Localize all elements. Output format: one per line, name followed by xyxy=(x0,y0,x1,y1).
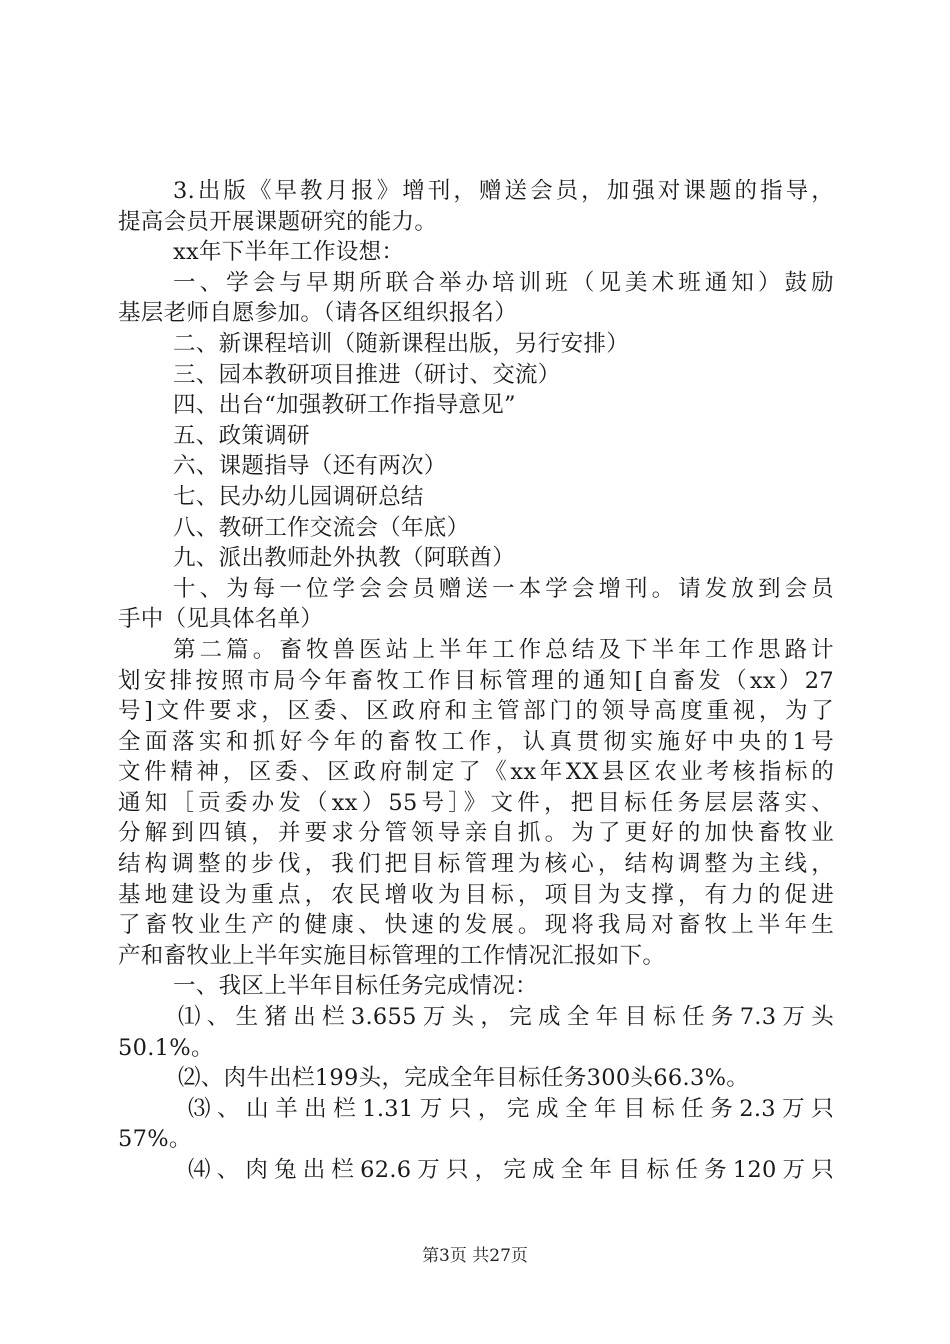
paragraph-line: 手中（见具体名单） xyxy=(118,606,324,633)
list-item: ⑷、肉兔出栏62.6万只，完成全年目标任务120万只 xyxy=(188,1157,834,1183)
list-item: 七、民办幼儿园调研总结 xyxy=(173,483,424,510)
paragraph-line: 号]文件要求，区委、区政府和主管部门的领导高度重视，为了 xyxy=(118,698,834,725)
paragraph-line: 提高会员开展课题研究的能力。 xyxy=(118,208,438,235)
document-body xyxy=(118,176,834,1186)
page-footer: 第3页 共27页 xyxy=(422,1246,528,1266)
list-item: ⑶、山羊出栏1.31万只，完成全年目标任务2.3万只 xyxy=(188,1095,834,1122)
list-item: 三、园本教研项目推进（研讨、交流） xyxy=(173,361,561,388)
list-item: ⑵、肉牛出栏199头，完成全年目标任务300头66.3%。 xyxy=(178,1065,750,1092)
paragraph-line: 文件精神，区委、区政府制定了《xx年XX县区农业考核指标的 xyxy=(118,759,834,786)
list-item: 九、派出教师赴外执教（阿联酋） xyxy=(173,545,516,572)
paragraph-line: 分解到四镇，并要求分管领导亲自抓。为了更好的加快畜牧业 xyxy=(118,820,834,847)
paragraph-line: 一、学会与早期所联合举办培训班（见美术班通知）鼓励 xyxy=(173,269,834,296)
list-item: 二、新课程培训（随新课程出版，另行安排） xyxy=(173,330,630,357)
list-item: 十、为每一位学会会员赠送一本学会增刊。请发放到会员 xyxy=(173,575,834,602)
list-item: 八、教研工作交流会（年底） xyxy=(173,514,470,541)
section-heading: 一、我区上半年目标任务完成情况： xyxy=(173,973,538,1000)
paragraph-line: 全面落实和抓好今年的畜牧工作，认真贯彻实施好中央的1号 xyxy=(118,728,834,755)
paragraph-line: 50.1%。 xyxy=(118,1034,214,1061)
paragraph-line: 划安排按照市局今年畜牧工作目标管理的通知[自畜发（xx）27 xyxy=(118,667,834,694)
paragraph-line: 产和畜牧业上半年实施目标管理的工作情况汇报如下。 xyxy=(118,942,666,969)
paragraph-line: 基地建设为重点，农民增收为目标，项目为支撑，有力的促进 xyxy=(118,881,834,908)
list-item: 六、课题指导（还有两次） xyxy=(173,453,447,480)
paragraph-line: 基层老师自愿参加。（请各区组织报名） xyxy=(118,300,518,327)
section-heading: xx年下半年工作设想： xyxy=(173,239,405,266)
list-item: ⑴、生猪出栏3.655万头，完成全年目标任务7.3万头 xyxy=(178,1004,834,1031)
list-item: 五、政策调研 xyxy=(173,422,310,449)
list-item: 四、出台“加强教研工作指导意见” xyxy=(173,392,516,419)
paragraph-line: 通知［贡委办发（xx）55号］》文件，把目标任务层层落实、 xyxy=(118,789,834,816)
paragraph-line: 了畜牧业生产的健康、快速的发展。现将我局对畜牧上半年生 xyxy=(118,912,834,939)
paragraph-line: 3.出版《早教月报》增刊，赠送会员，加强对课题的指导， xyxy=(173,178,834,204)
paragraph-line: 结构调整的步伐，我们把目标管理为核心，结构调整为主线， xyxy=(118,851,834,878)
paragraph-line: 57%。 xyxy=(118,1126,192,1153)
paragraph-line: 第二篇。畜牧兽医站上半年工作总结及下半年工作思路计 xyxy=(173,636,834,663)
